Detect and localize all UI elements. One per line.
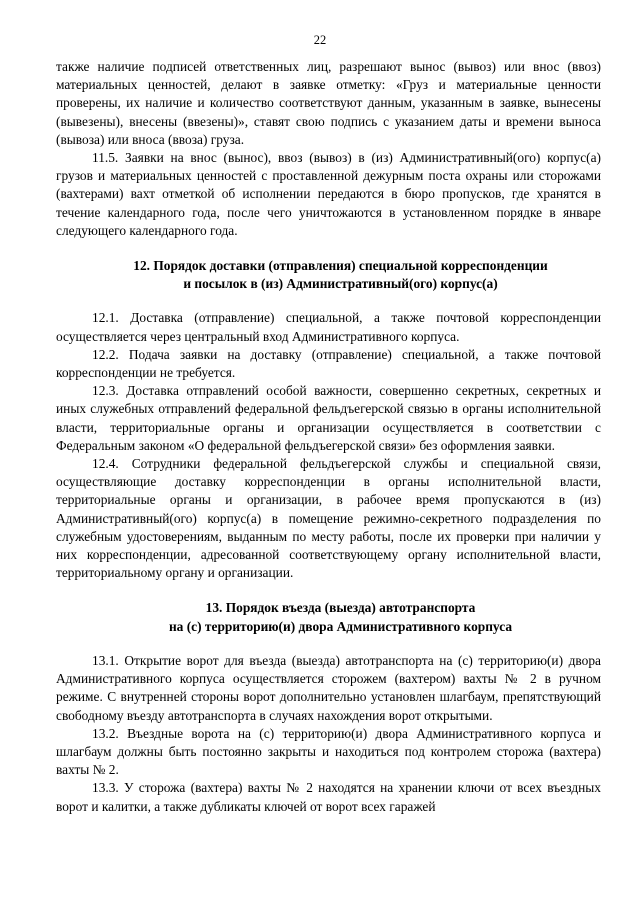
page-number: 22 <box>313 33 327 47</box>
paragraph-12-4: 12.4. Сотрудники федеральной фельдъегерской службы и специальной связи, осуществляющие доставку корреспонденции в органы исполнительной власти, территориальные органы и организации, в рабочее время пропускаются в (из) Административный(ого) корпус(а) в помещение режимно-секретного подразделения по служебным удостоверениям, выданным по месту работы, после их проверки при наличии у них корреспонденции, адресованной соответствующему органу исполнительной власти, территориальному органу и организации. <box>56 456 601 581</box>
section-12-heading <box>56 257 601 293</box>
paragraph-13-3: 13.3. У сторожа (вахтера) вахты № 2 находятся на хранении ключи от всех въездных ворот и калитки, а также дубликаты ключей от ворот всех гаражей <box>56 780 601 814</box>
section-13-heading-line2: на (с) территорию(и) двора Административного корпуса <box>168 618 513 634</box>
paragraph-13-1: 13.1. Открытие ворот для въезда (выезда) автотранспорта на (с) территорию(и) двора Административного корпуса осуществляется сторожем (вахтером) вахты № 2 в ручном режиме. С внутренней стороны ворот дополнительно установлен шлагбаум, препятствующий свободному въезду автотранспорта в случаях нахождения ворот открытыми. <box>56 652 601 723</box>
paragraph-13-2: 13.2. Въездные ворота на (с) территорию(и) двора Административного корпуса и шлагбаум должны быть постоянно закрыты и находиться под контролем сторожа (вахтера) вахты № 2. <box>56 725 601 778</box>
section-12-heading-line1: 12. Порядок доставки (отправления) специальной корреспонденции <box>133 258 548 274</box>
section-12-heading-line2: и посылок в (из) Административный(ого) корпус(а) <box>183 276 498 292</box>
paragraph-11-5: 11.5. Заявки на внос (вынос), ввоз (вывоз) в (из) Административный(ого) корпус(а) грузов и материальных ценностей с проставленной дежурным поста охраны или сторожами (вахтерами) вахт отметкой об исполнении передаются в бюро пропусков, где хранятся в течение календарного года, после чего уничтожаются в установленном порядке в январе следующего календарного года. <box>56 150 601 238</box>
paragraph-continued: также наличие подписей ответственных лиц, разрешают вынос (вывоз) или внос (ввоз) материальных ценностей, делают в заявке отметку: «Груз и материальные ценности проверены, их наличие и количество соответствуют данным, указанным в заявке, вынесены (вывезены), внесены (ввезены)», ставят свою подпись с указанием даты и времени выноса (вывоза) или вноса (ввоза) груза. <box>56 59 601 147</box>
section-13-heading <box>56 599 601 635</box>
section-13-heading-line1: 13. Порядок въезда (выезда) автотранспорта <box>205 600 476 616</box>
page-body <box>56 58 601 816</box>
paragraph-12-3: 12.3. Доставка отправлений особой важности, совершенно секретных, секретных и иных служебных отправлений федеральной фельдъегерской связью в органы исполнительной власти, территориальные органы и организации осуществляется в соответствии с Федеральным законом «О федеральной фельдъегерской связи» без оформления заявки. <box>56 383 601 453</box>
paragraph-12-2: 12.2. Подача заявки на доставку (отправление) специальной, а также почтовой корреспонденции не требуется. <box>56 346 601 381</box>
paragraph-12-1: 12.1. Доставка (отправление) специальной, а также почтовой корреспонденции осуществляется через центральный вход Административного корпуса. <box>56 310 601 344</box>
